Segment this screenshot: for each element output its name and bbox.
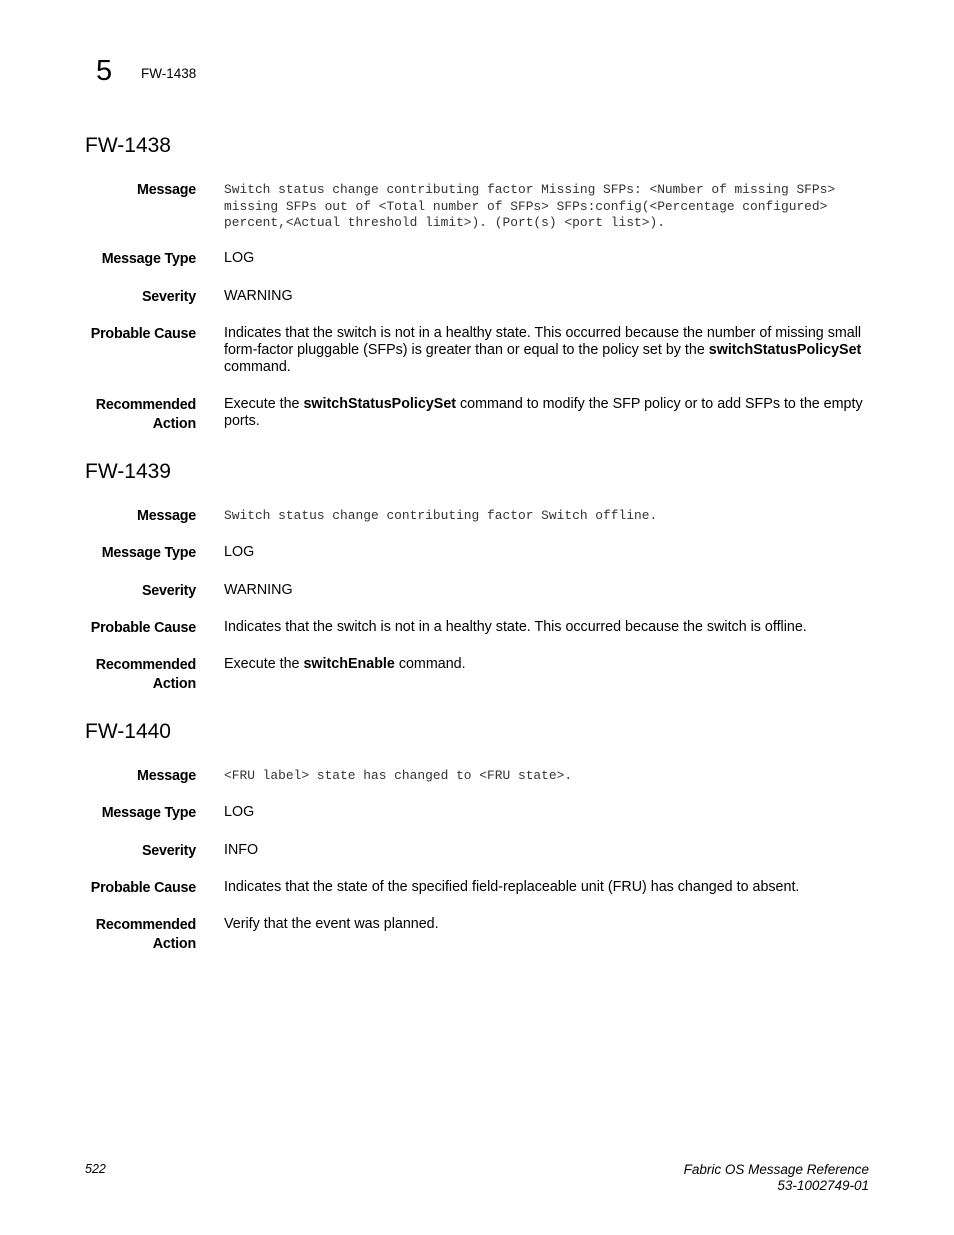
section-fw-1439: [85, 460, 875, 692]
running-header: FW-1438: [141, 66, 197, 81]
page-number: 522: [85, 1162, 106, 1176]
recommended-action-value: Verify that the event was planned.: [224, 916, 439, 932]
message-value: [224, 182, 864, 232]
probable-cause-label: Probable Cause: [90, 880, 196, 896]
severity-value: WARNING: [224, 582, 293, 598]
probable-cause-value: [224, 325, 864, 376]
book-title: Fabric OS Message Reference: [683, 1162, 869, 1177]
section-title: FW-1440: [85, 720, 171, 743]
section-title: FW-1438: [85, 134, 171, 157]
message-line: Switch status change contributing factor Missing SFPs: <Number of missing SFPs>: [224, 182, 836, 197]
recommended-action-label: Recommended Action: [95, 917, 196, 952]
message-label: Message: [137, 768, 196, 784]
probable-cause-value: Indicates that the switch is not in a healthy state. This occurred because the switch is offline.: [224, 619, 807, 635]
message-type-label: Message Type: [101, 805, 196, 821]
severity-label: Severity: [141, 583, 196, 599]
message-type-label: Message Type: [101, 251, 196, 267]
section-title: FW-1439: [85, 460, 171, 483]
doc-number: 53-1002749-01: [777, 1178, 869, 1193]
message-line: Switch status change contributing factor Switch offline.: [224, 508, 658, 523]
severity-value: INFO: [224, 842, 259, 858]
recommended-action-value: [224, 656, 864, 673]
recommended-action-label: Recommended Action: [95, 657, 196, 692]
action-command: switchStatusPolicySet: [303, 396, 457, 412]
recommended-action-value: [224, 396, 864, 430]
message-line: percent,<Actual threshold limit>). (Port(s) <port list>).: [224, 215, 665, 230]
message-line: <FRU label> state has changed to <FRU state>.: [224, 768, 573, 783]
recommended-action-label: Recommended Action: [95, 397, 196, 432]
section-fw-1440: [85, 720, 875, 952]
message-label: Message: [137, 182, 196, 198]
cause-text: Indicates that the switch is not in a healthy state. This occurred because the number of missing small form-factor pluggable (SFPs) is greater than or equal to the policy set by the: [224, 325, 862, 358]
probable-cause-label: Probable Cause: [90, 326, 196, 342]
action-text: command to modify the SFP policy or to add SFPs to the empty ports.: [224, 396, 863, 429]
cause-text: command.: [224, 359, 291, 375]
message-type-value: LOG: [224, 804, 255, 820]
section-fw-1438: [85, 134, 875, 432]
message-line: missing SFPs out of <Total number of SFPs> SFPs:config(<Percentage configured>: [224, 198, 828, 214]
probable-cause-label: Probable Cause: [90, 620, 196, 636]
action-command: switchEnable: [303, 656, 395, 672]
message-type-value: LOG: [224, 250, 255, 266]
chapter-number: 5: [96, 55, 113, 87]
action-text: command.: [394, 656, 466, 672]
action-text: Execute the: [224, 396, 304, 412]
message-type-value: LOG: [224, 544, 255, 560]
severity-label: Severity: [141, 289, 196, 305]
cause-command: switchStatusPolicySet: [708, 342, 862, 358]
severity-value: WARNING: [224, 288, 293, 304]
message-value: [224, 508, 864, 525]
message-label: Message: [137, 508, 196, 524]
probable-cause-value: Indicates that the state of the specified field-replaceable unit (FRU) has changed to absent.: [224, 879, 800, 895]
severity-label: Severity: [141, 843, 196, 859]
message-value: [224, 768, 864, 785]
action-text: Execute the: [224, 656, 304, 672]
footer-book-info: [684, 1162, 869, 1194]
message-type-label: Message Type: [101, 545, 196, 561]
